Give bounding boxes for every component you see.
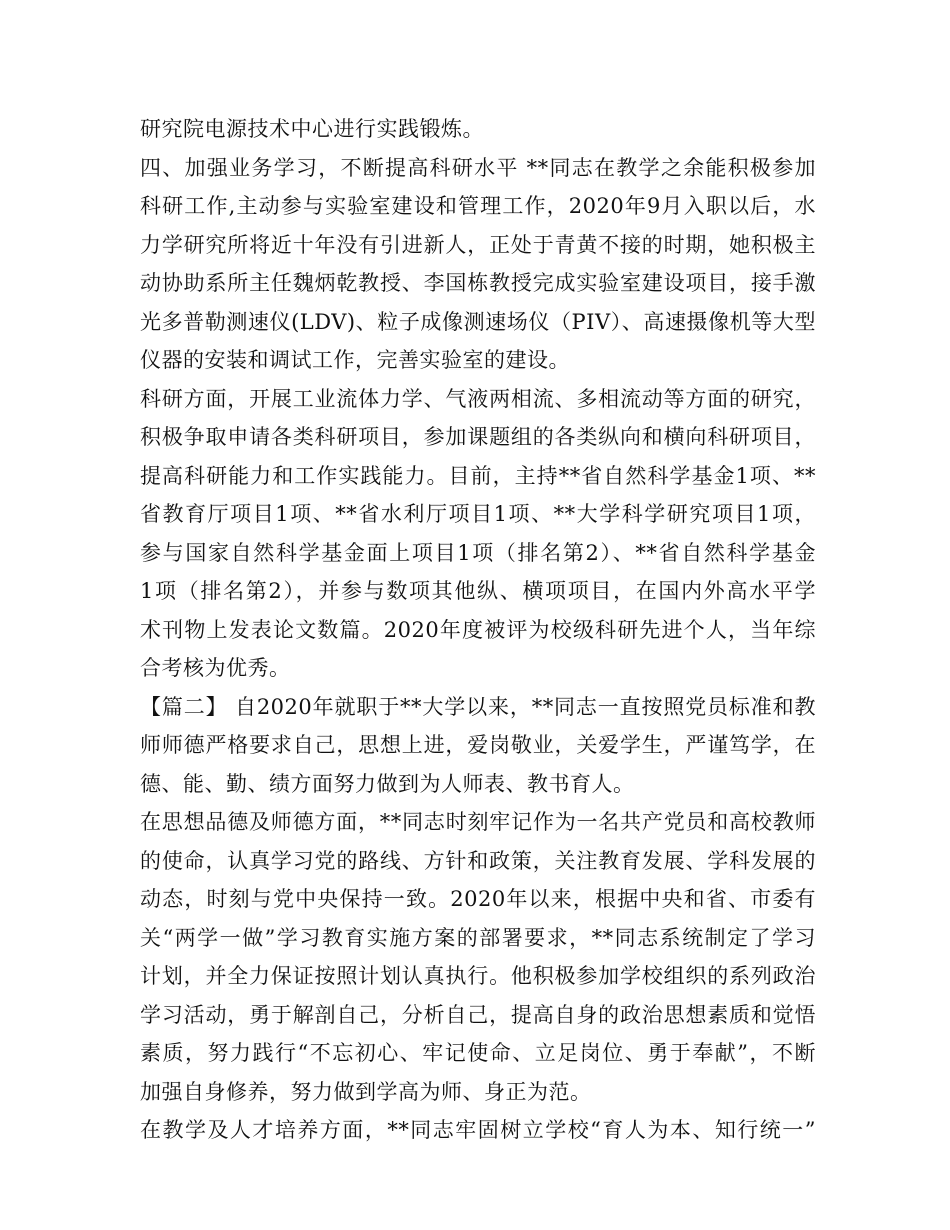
text-line: 仪器的安装和调试工作，完善实验室的建设。	[140, 348, 570, 372]
text-line: 的使命，认真学习党的路线、方针和政策，关注教育发展、学科发展的	[140, 848, 816, 873]
text-line: 在思想品德及师德方面，**同志时刻牢记作为一名共产党员和高校教师	[140, 810, 816, 834]
text-line: 力学研究所将近十年没有引进新人，正处于青黄不接的时期，她积极主	[140, 232, 816, 257]
text-line: 动协助系所主任魏炳乾教授、李国栋教授完成实验室建设项目，接手激	[140, 271, 816, 295]
text-line: 德、能、勤、绩方面努力做到为人师表、教书育人。	[140, 771, 635, 796]
text-line: 素质，努力践行“不忘初心、牢记使命、立足岗位、勇于奉献”，不断	[140, 1041, 816, 1065]
text-line: 【篇二】 自2020年就职于**大学以来，**同志一直按照党员标准和教	[140, 694, 816, 719]
text-line: 参与国家自然科学基金面上项目1项（排名第2）、**省自然科学基金	[140, 540, 816, 565]
text-line: 术刊物上发表论文数篇。2020年度被评为校级科研先进个人，当年综	[140, 617, 816, 642]
text-line: 合考核为优秀。	[140, 656, 291, 680]
text-line: 提高科研能力和工作实践能力。目前，主持**省自然科学基金1项、**	[140, 463, 816, 488]
text-line: 积极争取申请各类科研项目，参加课题组的各类纵向和横向科研项目，	[140, 425, 816, 449]
text-line: 科研方面，开展工业流体力学、气液两相流、多相流动等方面的研究，	[140, 386, 816, 411]
text-line: 动态，时刻与党中央保持一致。2020年以来，根据中央和省、市委有	[140, 887, 816, 911]
text-line: 计划，并全力保证按照计划认真执行。他积极参加学校组织的系列政治	[140, 964, 816, 988]
text-line: 1项（排名第2），并参与数项其他纵、横项项目，在国内外高水平学	[140, 579, 816, 603]
text-line: 光多普勒测速仪(LDV)、粒子成像测速场仪（PIV）、高速摄像机等大型	[140, 309, 816, 334]
text-line: 学习活动，勇于解剖自己，分析自己，提高自身的政治思想素质和觉悟	[140, 1002, 816, 1027]
text-line: 师师德严格要求自己，思想上进，爱岗敬业，关爱学生，严谨笃学，在	[140, 733, 816, 757]
document-body	[140, 110, 816, 1150]
text-line: 四、加强业务学习，不断提高科研水平 **同志在教学之余能积极参加	[140, 155, 816, 180]
text-line: 研究院电源技术中心进行实践锻炼。	[140, 117, 484, 141]
text-line: 关“两学一做”学习教育实施方案的部署要求，**同志系统制定了学习	[140, 925, 816, 950]
text-line: 科研工作,主动参与实验室建设和管理工作，2020年9月入职以后，水	[140, 194, 816, 218]
text-line: 加强自身修养，努力做到学高为师、身正为范。	[140, 1079, 592, 1104]
text-line: 省教育厅项目1项、**省水利厅项目1项、**大学科学研究项目1项，	[140, 502, 816, 526]
text-line: 在教学及人才培养方面，**同志牢固树立学校“育人为本、知行统一”	[140, 1118, 816, 1142]
